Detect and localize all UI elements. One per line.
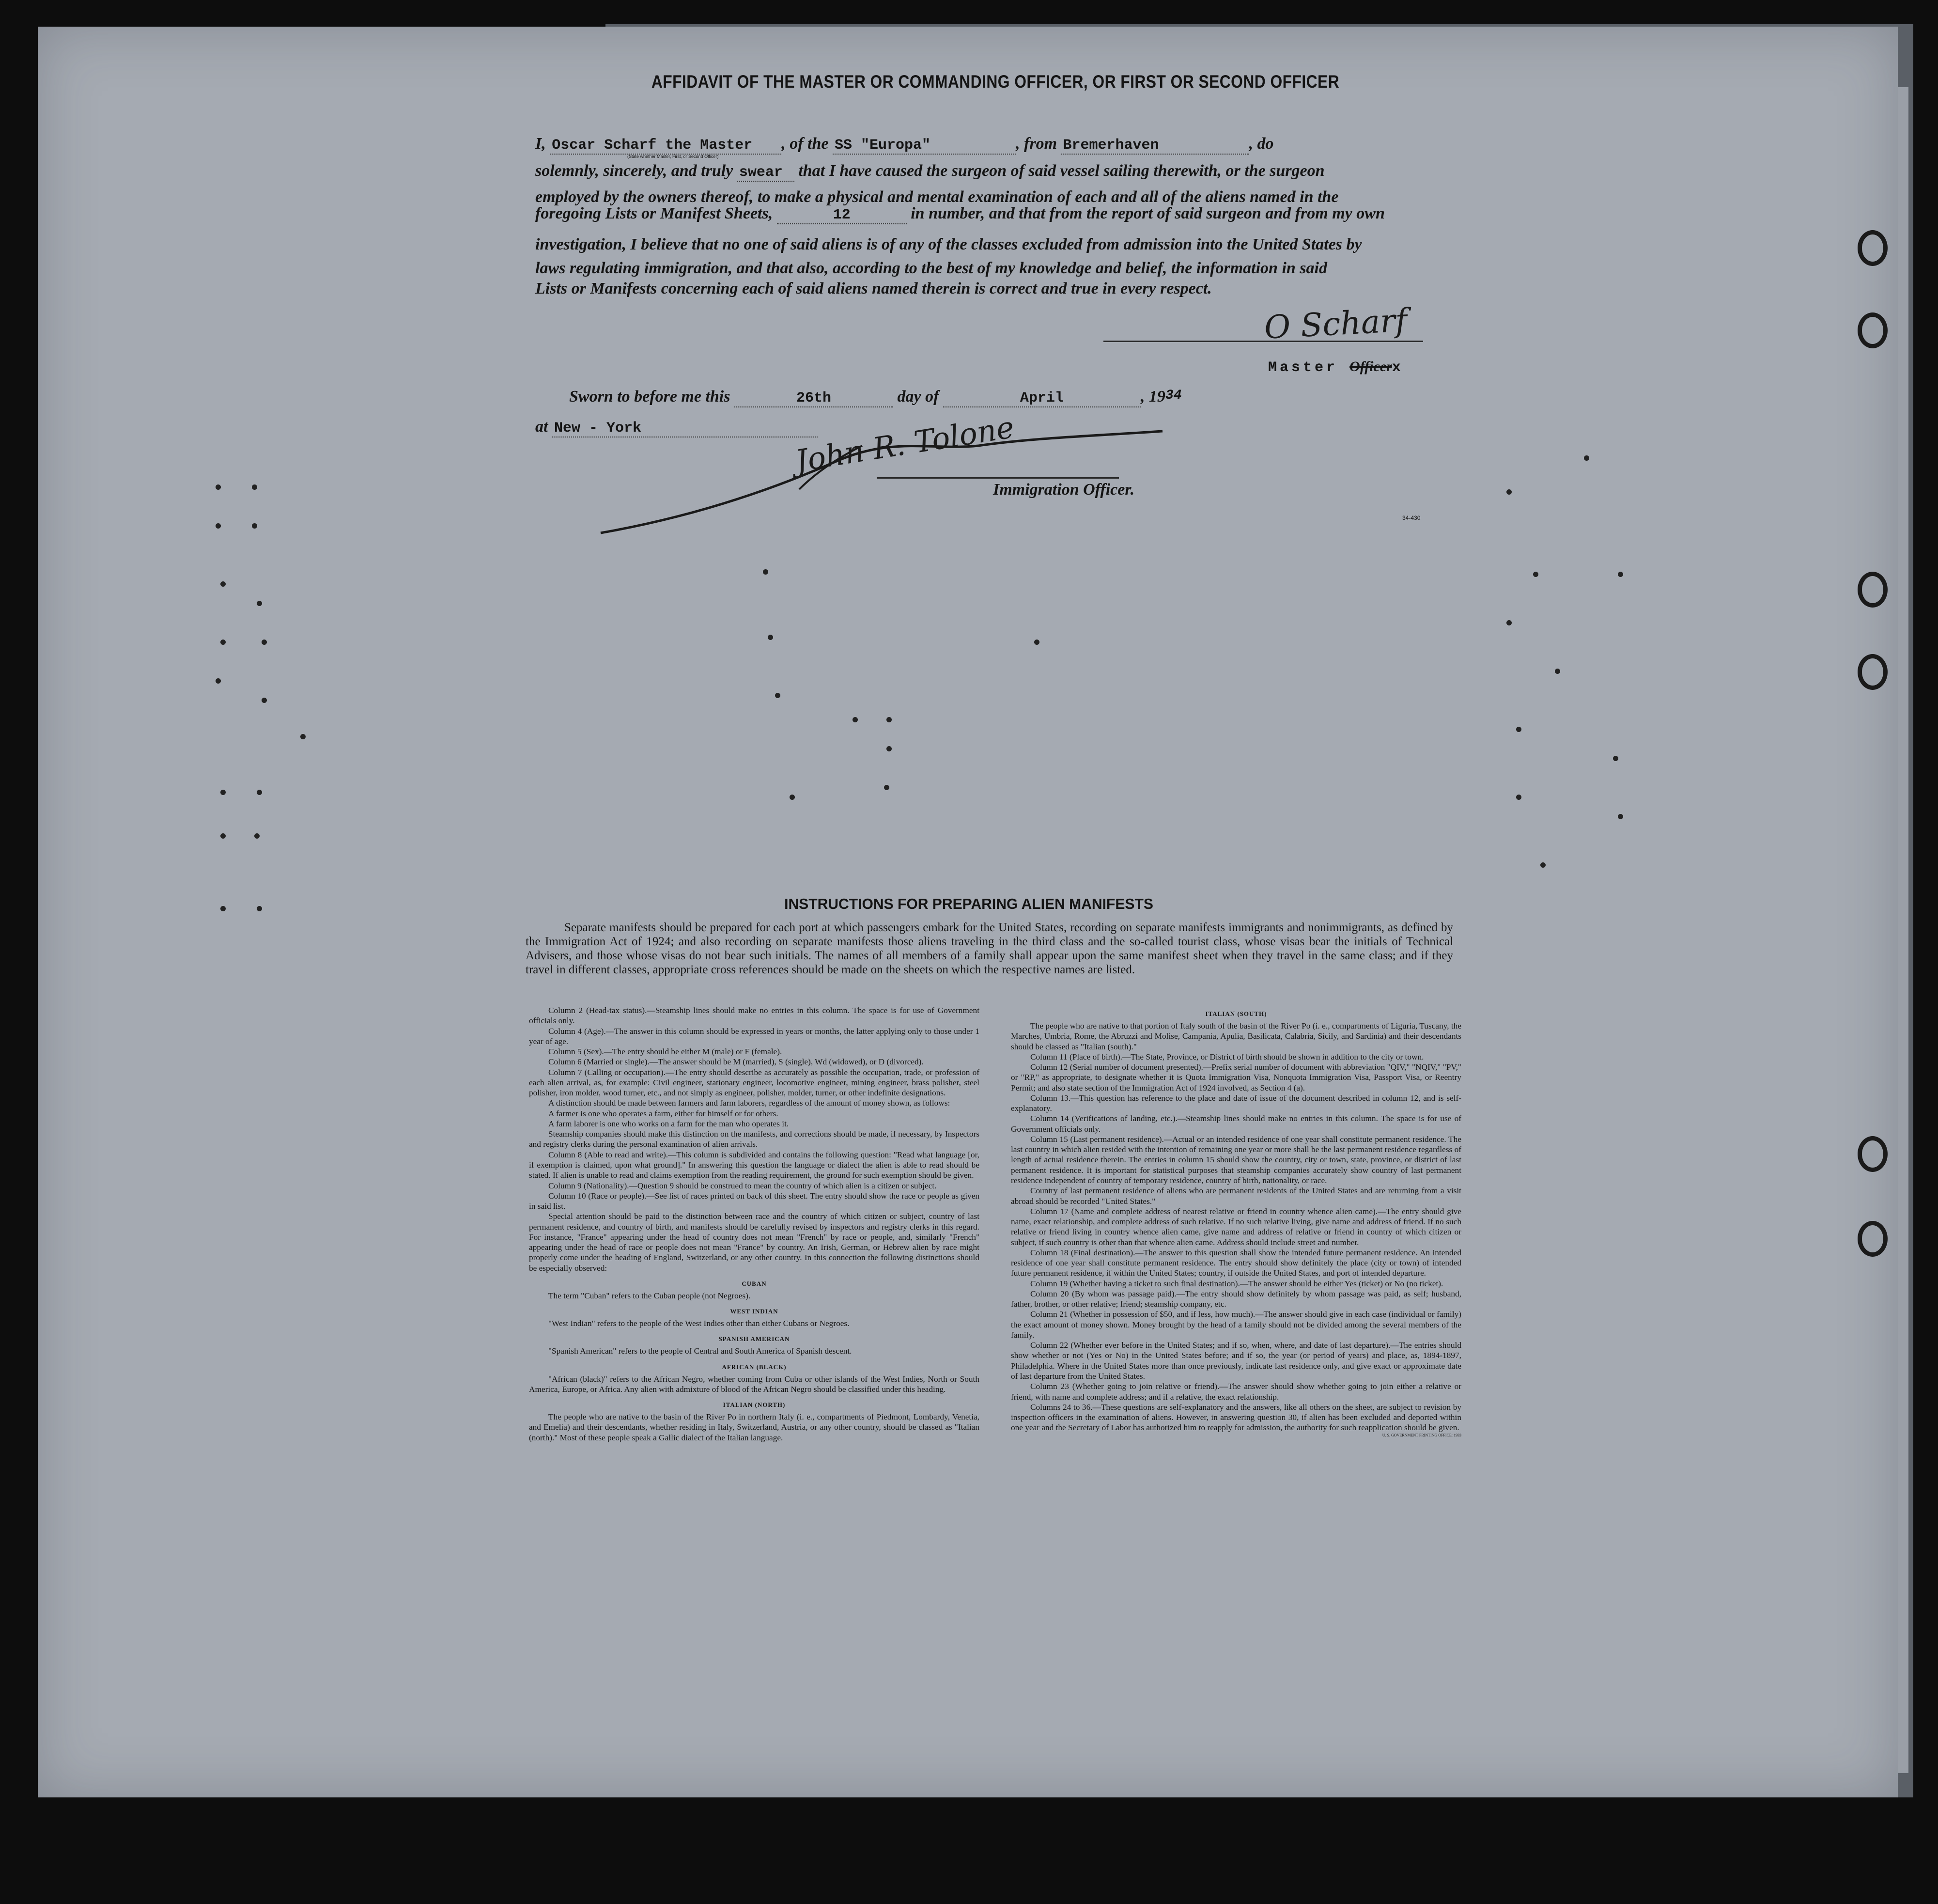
bleed-dot	[768, 635, 773, 640]
place-field: New - York	[552, 420, 818, 437]
port-field: Bremerhaven	[1061, 137, 1249, 155]
paragraph: Column 10 (Race or people).—See list of races printed on back of this sheet. The entry should show the race or people as given in said list.	[529, 1191, 979, 1211]
bleed-dot	[886, 746, 892, 751]
text: at	[535, 418, 548, 436]
section-heading: SPANISH AMERICAN	[718, 1335, 790, 1343]
bleed-dot	[257, 601, 262, 606]
paragraph: Column 22 (Whether ever before in the United States; and if so, when, where, and date of last departure).—The entries should show whether or not (Yes or No) in the United States before; and if so, the year (or period of years) and place, as, 1894-1897, Philadelphia. Where in the United States more than once previously, indicate last residence only, and give exact or approximate date of last departure from the United States.	[1011, 1341, 1461, 1381]
paragraph: Column 5 (Sex).—The entry should be either M (male) or F (female).	[548, 1047, 782, 1057]
bleed-dot	[1613, 756, 1618, 761]
paragraph: The people who are native to the basin of the River Po in northern Italy (i. e., compartments of Piedmont, Lombardy, Venetia, and Emelia) and their descendants, whether residing in Italy, Switzerland, Austria, or any other country, should be classed as "Italian (north)." Most of these people speak a Gallic dialect of the Italian language.	[529, 1412, 979, 1442]
instructions-title: INSTRUCTIONS FOR PREPARING ALIEN MANIFESTS	[784, 895, 1153, 912]
section-heading: ITALIAN (NORTH)	[723, 1401, 786, 1409]
paragraph: Column 9 (Nationality).—Question 9 should be construed to mean the country of which alien is a citizen or subject.	[548, 1181, 937, 1190]
bleed-dot	[763, 569, 768, 575]
text: , of the	[781, 135, 829, 153]
officer-name-field: Oscar Scharf the Master	[550, 137, 781, 155]
day-field: 26th	[734, 390, 893, 407]
paragraph: Column 13.—This question has reference to the place and date of issue of the document described in column 12, and is self-explanatory.	[1011, 1093, 1461, 1113]
affidavit-line-4	[535, 204, 1385, 224]
bleed-dot	[886, 717, 892, 722]
struck-officer: Officer	[1349, 359, 1392, 375]
affidavit-title: AFFIDAVIT OF THE MASTER OR COMMANDING OFFICER, OR FIRST OR SECOND OFFICER	[651, 72, 1340, 92]
paragraph: Special attention should be paid to the distinction between race and the country of which citizen or subject, country of last permanent residence, and country of birth, and manifests should be carefully revised by inspectors and registry clerks in this regard. For instance, "France" appearing under the head of country does not mean "French" by race or people, and, similarly "French" appearing under the head of race or people does not mean "France" by country. An Irish, German, or Hebrew alien by race might properly come under the heading of England, Switzerland, or any other country. In this connection the following distinctions should be especially observed:	[529, 1212, 979, 1273]
bleed-dot	[220, 790, 226, 795]
affidavit-line-1	[535, 135, 1274, 155]
affidavit-line-7: Lists or Manifests concerning each of said aliens named therein is correct and true in every respect.	[535, 280, 1212, 297]
bleed-dot	[220, 640, 226, 645]
bleed-dot	[1034, 640, 1039, 645]
paragraph: The term "Cuban" refers to the Cuban people (not Negroes).	[548, 1291, 751, 1300]
immigration-signature-line	[877, 477, 1119, 479]
text: day of	[897, 388, 939, 406]
text: Master	[1268, 359, 1338, 376]
bleed-dot	[257, 790, 262, 795]
bleed-dot	[1506, 489, 1512, 495]
paragraph: Column 6 (Married or single).—The answer should be M (married), S (single), Wd (widowed), or D (divorced).	[548, 1057, 924, 1067]
bleed-dot	[1618, 814, 1623, 819]
text: , from	[1016, 135, 1057, 153]
paragraph: Country of last permanent residence of aliens who are permanent residents of the United States and are returning from a visit abroad should be recorded "United States."	[1011, 1186, 1461, 1206]
bleed-dot	[1516, 727, 1521, 732]
punch-hole-5	[1858, 1136, 1888, 1172]
section-heading: CUBAN	[742, 1280, 767, 1287]
punch-hole-4	[1858, 654, 1888, 690]
paragraph: "African (black)" refers to the African Negro, whether coming from Cuba or other islands of the West Indies, North or South America, Europe, or Africa. Any alien with admixture of blood of the African Negro should be classified under this heading.	[529, 1374, 979, 1394]
instructions-right-column	[1011, 1010, 1461, 1437]
bleed-dot	[1584, 455, 1589, 461]
bleed-dot	[775, 693, 780, 698]
bleed-dot	[1506, 620, 1512, 625]
paragraph: Column 19 (Whether having a ticket to such final destination).—The answer should be either Yes (ticket) or No (no ticket).	[1030, 1279, 1443, 1288]
oath-field: swear	[737, 164, 794, 182]
bleed-dot	[884, 785, 889, 790]
paragraph: Column 23 (Whether going to join relative or friend).—The answer should show whether going to join either a relative or friend, with name and complete address; and if a relative, the exact relationship.	[1011, 1382, 1461, 1402]
section-heading: AFRICAN (BLACK)	[722, 1363, 787, 1371]
bleed-dot	[262, 698, 267, 703]
affidavit-line-3: employed by the owners thereof, to make a physical and mental examination of each and all of the aliens named in the	[535, 188, 1339, 206]
year-field: 34	[1165, 388, 1182, 403]
affidavit-line-5: investigation, I believe that no one of said aliens is of any of the classes excluded from admission into the United States by	[535, 235, 1362, 253]
paragraph: Column 12 (Serial number of document presented).—Prefix serial number of document with abbreviation "QIV," "NQIV," "PV," or "RP," as appropriate, to designate whether it is Quota Immigration Visa, Nonquota Immigration Visa, Passport Visa, or Reentry Permit; and also state section of the Immigration Act of 1924 involved, as Section 4 (a).	[1011, 1062, 1461, 1092]
paragraph: Column 8 (Able to read and write).—This column is subdivided and contains the following question: "Read what language [or, if exemption is claimed, upon what ground]." In answering this question the language or dialect the alien is able to read should be stated. If alien is unable to read and claims exemption from the reading requirement, the ground for such exemption should be given.	[529, 1150, 979, 1180]
bleed-dot	[216, 523, 221, 529]
text: Sworn to before me this	[569, 388, 730, 406]
text: that I have caused the surgeon of said vessel sailing therewith, or the surgeon	[798, 162, 1325, 180]
sworn-line	[569, 388, 1182, 407]
fine-print: (State whether Master, First, or Second Officer)	[627, 154, 719, 159]
signature-line	[1103, 341, 1423, 342]
bleed-dot	[254, 833, 260, 839]
paragraph: Column 20 (By whom was passage paid).—The entry should show definitely by whom passage was paid, as self; husband, father, brother, or other relative; friend; steamship company, etc.	[1011, 1289, 1461, 1309]
bleed-dot	[1516, 795, 1521, 800]
sheets-field: 12	[777, 207, 907, 224]
month-field: April	[943, 390, 1141, 407]
section-heading: WEST INDIAN	[730, 1308, 778, 1315]
printer-imprint: U. S. GOVERNMENT PRINTING OFFICE: 1933	[1382, 1433, 1461, 1437]
immigration-signature: John R. Tolone	[793, 409, 1017, 479]
punch-hole-1	[1858, 230, 1888, 266]
paragraph: Column 14 (Verifications of landing, etc.).—Steamship lines should make no entries in this column. The space is for use of Government officials only.	[1011, 1114, 1461, 1134]
affidavit-line-6: laws regulating immigration, and that also, according to the best of my knowledge and belief, the information in said	[535, 259, 1327, 277]
bleed-dot	[1533, 572, 1538, 577]
text: x	[1392, 359, 1401, 376]
bleed-dot	[252, 523, 257, 529]
signer-title	[1268, 359, 1401, 376]
paragraph: A farmer is one who operates a farm, either for himself or for others.	[548, 1108, 778, 1118]
text: I,	[535, 135, 546, 153]
bleed-dot	[220, 833, 226, 839]
paragraph: A distinction should be made between farmers and farm laborers, regardless of the amount of money shown, as follows:	[548, 1098, 950, 1108]
affidavit-line-2	[535, 162, 1325, 182]
paragraph: Column 15 (Last permanent residence).—Actual or an intended residence of one year shall constitute permanent residence. The last country in which alien resided with the intention of remaining one year or more shall be the last permanent residence regardless of length of actual residence therein. The entries in column 15 should show the country, city or town, state, province, or district of last permanent residence. It is important for statistical purposes that steamship companies accurately show country of last permanent residence independent of country of temporary residence, country of birth, nationality, or race.	[1011, 1134, 1461, 1185]
paragraph: Column 7 (Calling or occupation).—The entry should describe as accurately as possible the occupation, trade, or profession of each alien arrival, as, for example: Civil engineer, stationary engineer, locomotive engineer, mining engineer, brass polisher, steel polisher, iron molder, wood turner, etc., and not simply as engineer, polisher, molder, turner, or other indefinite designations.	[529, 1067, 979, 1098]
text: , do	[1249, 135, 1274, 153]
paragraph: Column 2 (Head-tax status).—Steamship lines should make no entries in this column. The space is for use of Government officials only.	[529, 1006, 979, 1026]
vessel-field: SS "Europa"	[833, 137, 1016, 155]
section-heading: ITALIAN (SOUTH)	[1205, 1010, 1267, 1017]
bleed-dot	[853, 717, 858, 722]
bleed-dot	[1540, 862, 1546, 868]
bleed-dot	[1555, 669, 1560, 674]
punch-hole-2	[1858, 312, 1888, 348]
paragraph: Steamship companies should make this distinction on the manifests, and corrections should be made, if necessary, by Inspectors and registry clerks during the personal examination of alien arrivals.	[529, 1129, 979, 1149]
instructions-left-column	[529, 1005, 979, 1443]
text: in number, and that from the report of said surgeon and from my own	[911, 204, 1385, 222]
paragraph: Column 11 (Place of birth).—The State, Province, or District of birth should be shown in addition to the city or town.	[1030, 1052, 1424, 1061]
paragraph: Column 4 (Age).—The answer in this column should be expressed in years or months, the latter applying only to those under 1 year of age.	[529, 1026, 979, 1046]
bleed-dot	[252, 484, 257, 490]
punch-hole-6	[1858, 1221, 1888, 1257]
text: solemnly, sincerely, and truly	[535, 162, 733, 180]
bleed-dot	[790, 795, 795, 800]
paragraph: The people who are native to that portion of Italy south of the basin of the River Po (i. e., compartments of Liguria, Tuscany, the Marches, Umbria, Rome, the Abruzzi and Molise, Campania, Apulia, Basilicata, Calabria, Sicily, and Sardinia) and their descendants should be classed as "Italian (south)."	[1011, 1021, 1461, 1051]
master-signature: O Scharf	[1263, 301, 1408, 346]
bleed-dot	[300, 734, 306, 739]
bleed-dot	[216, 678, 221, 684]
paragraph: "Spanish American" refers to the people of Central and South America of Spanish descent.	[548, 1346, 852, 1356]
instructions-intro: Separate manifests should be prepared for each port at which passengers embark for the United States, recording on separate manifests immigrants and nonimmigrants, as defined by the Immigration Act of 1924; and also recording on separate manifests those aliens traveling in the third class and the so-called tourist class, whose visas bear the initials of Technical Advisers, and those whose visas do not bear such initials. The names of all members of a family shall appear upon the same manifest sheet when they travel in the same class; and if they travel in different classes, appropriate cross references should be made on the sheets on which the respective names are listed.	[526, 921, 1453, 976]
paragraph: Columns 24 to 36.—These questions are self-explanatory and the answers, like all others on the sheet, are subject to revision by inspection officers in the examination of aliens. However, in answering question 30, if alien has been excluded and deported within one year and the Secretary of Labor has authorized him to reapply for admission, the authority for such reapplication should be given.	[1011, 1402, 1461, 1433]
bleed-dot	[216, 484, 221, 490]
text: , 19	[1140, 388, 1165, 406]
bleed-dot	[1618, 572, 1623, 577]
paragraph: Column 21 (Whether in possession of $50, and if less, how much).—The answer should give in each case (individual or family) the exact amount of money shown. Money brought by the head of a family should not be divided among the several members of the family.	[1011, 1310, 1461, 1340]
immigration-officer-label: Immigration Officer.	[993, 481, 1135, 499]
paragraph: A farm laborer is one who works on a farm for the man who operates it.	[548, 1119, 789, 1128]
bleed-dot	[262, 640, 267, 645]
paragraph: Column 18 (Final destination).—The answer to this question shall show the intended future permanent residence. An intended residence of one year shall constitute permanent residence. The entry should show definitely the place (city or town) of intended future permanent residence, if within the United States; country, if outside the United States, and port of intended departure.	[1011, 1248, 1461, 1278]
punch-hole-3	[1858, 572, 1888, 608]
text: foregoing Lists or Manifest Sheets,	[535, 204, 773, 222]
bleed-dot	[220, 581, 226, 587]
form-code: 34-430	[1402, 515, 1421, 521]
paragraph: Column 17 (Name and complete address of nearest relative or friend in country whence alien came).—The entry should give name, exact relationship, and complete address of such relative. If no such relative living, give name and address of friend. If no such relative or friend living in country whence alien came, give name and address of relative or friend in country of which citizen or subject, if such country is other than that whence alien came. Address should include street and number.	[1011, 1206, 1461, 1247]
paragraph: "West Indian" refers to the people of the West Indies other than either Cubans or Negroes.	[548, 1319, 850, 1328]
